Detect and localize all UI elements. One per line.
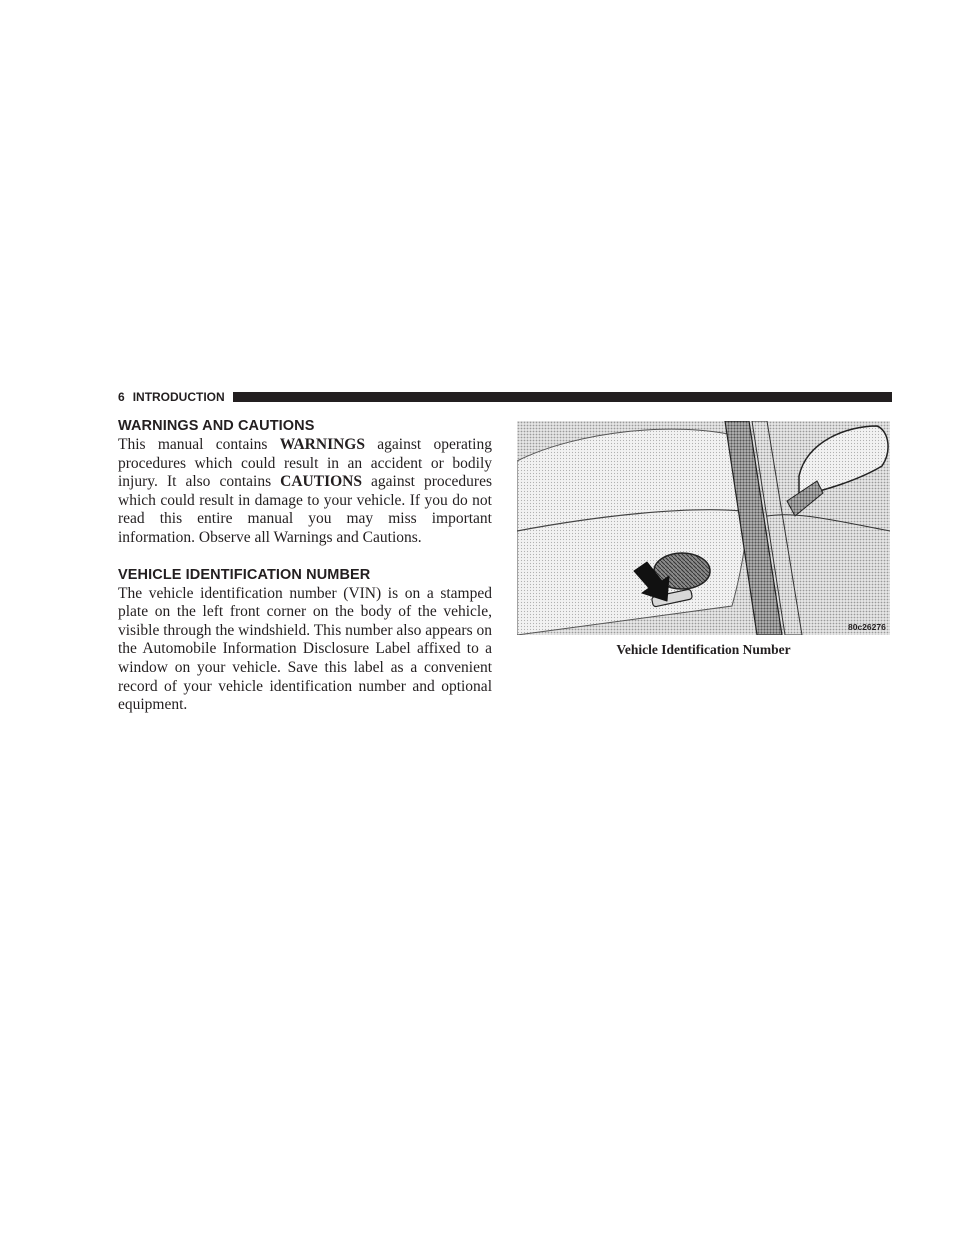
vin-paragraph: The vehicle identification number (VIN) is on a stamped plate on the left front corner on the body of the vehicle, visible through the windshield. This number also appears on the Automobile Information Disclosure Label affixed to a window on your vehicle. Save this label as a convenient record of your vehicle identification number and optional equipment.: [118, 584, 492, 714]
figure-code: 80c26276: [848, 622, 886, 632]
warnings-text-2: against operating procedures which could result in an accident or bodily injury. It also contains: [118, 436, 492, 491]
vin-heading: VEHICLE IDENTIFICATION NUMBER: [118, 566, 371, 583]
warnings-text-3: against procedures which could result in damage to your vehicle. If you do not read this entire manual you may miss important information. Observe all Warnings and Cautions.: [118, 473, 492, 546]
page-header: [118, 390, 892, 404]
cautions-term: CAUTIONS: [280, 473, 362, 491]
dashboard-shape: [517, 429, 748, 635]
warnings-term: WARNINGS: [279, 436, 365, 453]
warnings-text-1: This manual contains: [118, 436, 280, 453]
figure-caption: Vehicle Identification Number: [616, 642, 791, 657]
warnings-heading: WARNINGS AND CAUTIONS: [118, 418, 315, 434]
warnings-paragraph: [118, 436, 492, 548]
vin-illustration: [517, 421, 890, 635]
text-column: [118, 417, 492, 715]
section-title: INTRODUCTION: [132, 390, 225, 404]
page-number: 6: [118, 390, 125, 404]
header-rule: [233, 392, 892, 402]
